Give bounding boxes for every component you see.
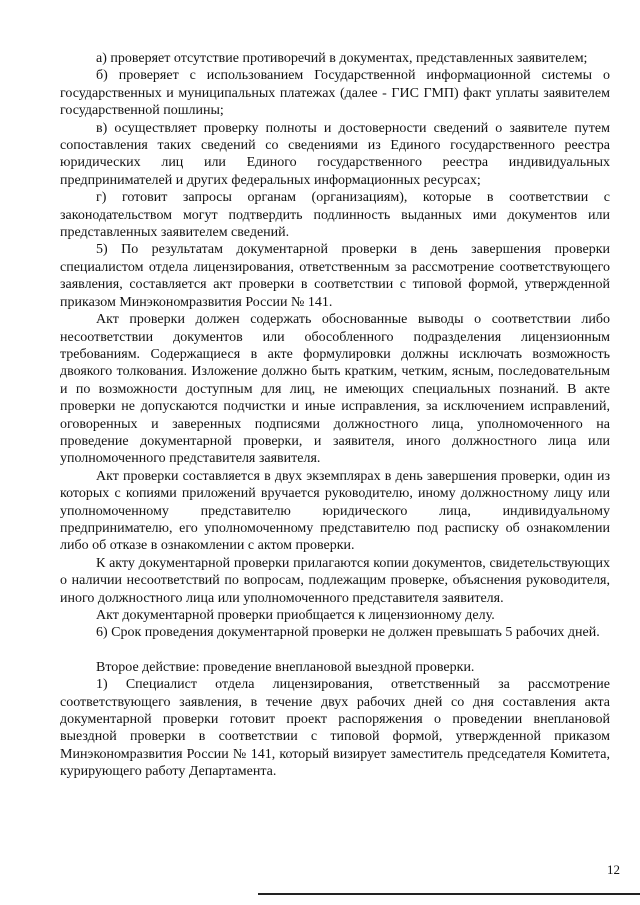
- paragraph-item-5: 5) По результатам документарной проверки в день завершения проверки специалистом отдела лицензирования, ответственным за рассмотрение соответствующего заявления, составляется акт проверки в соответствии с типовой формой, утвержденной приказом Минэкономразвития России № 141.: [60, 242, 610, 310]
- paragraph-item-6: 6) Срок проведения документарной проверки не должен превышать 5 рабочих дней.: [96, 625, 600, 641]
- paragraph-act-copies: Акт проверки составляется в двух экземплярах в день завершения проверки, один из которых с копиями приложений вручается руководителю, иному должностному лицу или уполномоченному представителю юридического лица, индивидуальному предпринимателю, его уполномоченному представителю под расписку об ознакомлении либо об отказе в ознакомлении с актом проверки.: [60, 468, 610, 554]
- paragraph-item-v: в) осуществляет проверку полноты и достоверности сведений о заявителе путем сопоставления таких сведений со сведениями из Единого государственного реестра юридических лиц или Единого государственного реестра индивидуальных предпринимателей и других федеральных информационных ресурсах;: [60, 120, 610, 188]
- document-body: [60, 50, 610, 781]
- paragraph-item-g: г) готовит запросы органам (организациям), которые в соответствии с законодательством могут подтвердить подлинность выданных ими документов или представленных заявителем сведений.: [60, 190, 610, 241]
- bottom-divider: [258, 893, 640, 895]
- paragraph-act-content: Акт проверки должен содержать обоснованные выводы о соответствии либо несоответствии документов или обособленного подразделения лицензионным требованиям. Содержащиеся в акте формулировки должны исключать возможность двоякого толкования. Изложение должно быть кратким, четким, ясным, последовательным и по возможности доступным для лиц, не имеющих специальных познаний. В акте проверки не допускаются подчистки и иные исправления, за исключением исправлений, оговоренных и заверенных подписями должностного лица, уполномоченного на проведение документарной проверки, и заявителя, иного должностного лица или уполномоченного представителя заявителя.: [60, 312, 610, 467]
- paragraph-act-attachments: К акту документарной проверки прилагаются копии документов, свидетельствующих о наличии несоответствий по вопросам, подлежащим проверке, объяснения руководителя, иного должностного лица или уполномоченного представителя заявителя.: [60, 555, 610, 606]
- paragraph-item-a: а) проверяет отсутствие противоречий в документах, представленных заявителем;: [96, 51, 588, 66]
- paragraph-item-b: б) проверяет с использованием Государственной информационной системы о государственных и муниципальных платежах (далее - ГИС ГМП) факт уплаты заявителем государственной пошлины;: [60, 68, 610, 119]
- page-number: 12: [607, 862, 620, 877]
- paragraph-act-filing: Акт документарной проверки приобщается к лицензионному делу.: [96, 608, 495, 623]
- section-heading-second-action: Второе действие: проведение внеплановой выездной проверки.: [96, 659, 475, 675]
- paragraph-item-1: 1) Специалист отдела лицензирования, ответственный за рассмотрение соответствующего заявления, в течение двух рабочих дней со дня составления акта документарной проверки готовит проект распоряжения о проведении внеплановой выездной проверки в соответствии с типовой формой, утвержденной приказом Минэкономразвития России № 141, который визирует заместитель председателя Комитета, курирующего работу Департамента.: [60, 677, 610, 780]
